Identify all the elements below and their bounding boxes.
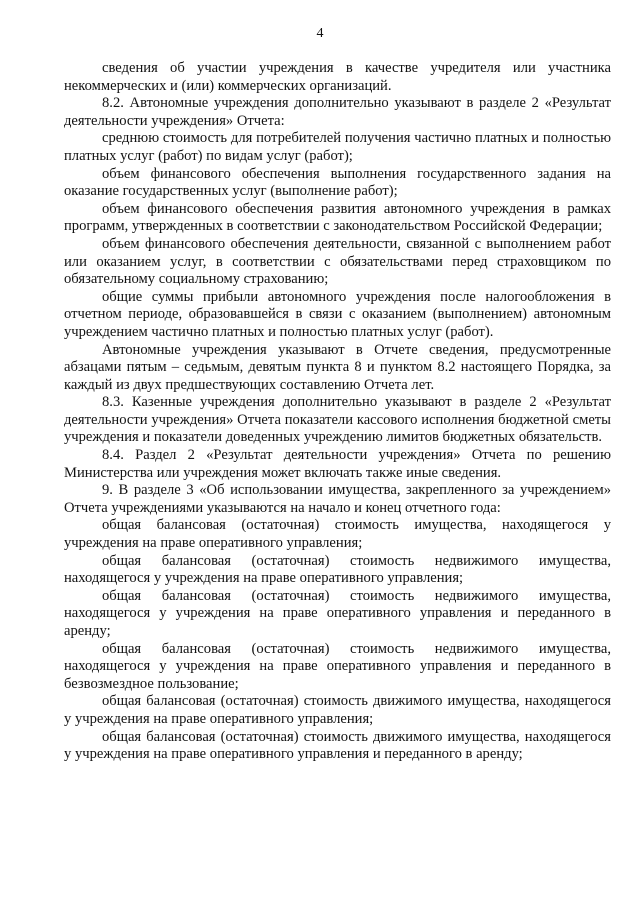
paragraph: объем финансового обеспечения деятельности, связанной с выполнением работ или оказанием услуг, в соответствии с обязательствами перед страховщиком по обязательному социальному страхованию; [64,235,611,288]
paragraph: объем финансового обеспечения развития автономного учреждения в рамках программ, утвержденных в соответствии с законодательством Российской Федерации; [64,200,611,235]
paragraph: общие суммы прибыли автономного учреждения после налогообложения в отчетном периоде, образовавшейся в связи с оказанием (выполнением) автономным учреждением частично платных и полностью платных услуг (работ). [64,288,611,340]
paragraph: общая балансовая (остаточная) стоимость имущества, находящегося у учреждения на праве оперативного управления; [64,517,611,552]
paragraph: общая балансовая (остаточная) стоимость недвижимого имущества, находящегося у учреждения на праве оперативного управления; [64,552,611,587]
paragraph: среднюю стоимость для потребителей получения частично платных и полностью платных услуг (работ) по видам услуг (работ); [64,130,611,164]
page-number: 4 [316,26,324,41]
paragraph: 8.3. Казенные учреждения дополнительно указывают в разделе 2 «Результат деятельности учреждения» Отчета показатели кассового исполнения бюджетной сметы учреждения и показатели доведенных учреждению лимитов бюджетных обязательств. [64,394,611,446]
document-body [64,60,611,764]
paragraph: общая балансовая (остаточная) стоимость движимого имущества, находящегося у учреждения на праве оперативного управления; [64,693,611,727]
paragraph: общая балансовая (остаточная) стоимость недвижимого имущества, находящегося у учреждения на праве оперативного управления и переданного в аренду; [64,587,611,639]
paragraph: 8.2. Автономные учреждения дополнительно указывают в разделе 2 «Результат деятельности учреждения» Отчета: [64,95,611,129]
paragraph: 9. В разделе 3 «Об использовании имущества, закрепленного за учреждением» Отчета учреждениями указываются на начало и конец отчетного года: [64,482,611,516]
paragraph: Автономные учреждения указывают в Отчете сведения, предусмотренные абзацами пятым – седьмым, девятым пункта 8 и пунктом 8.2 настоящего Порядка, за каждый из двух предшествующих составлению Отчета лет. [64,341,611,393]
paragraph: сведения об участии учреждения в качестве учредителя или участника некоммерческих и (или) коммерческих организаций. [64,60,611,94]
paragraph: общая балансовая (остаточная) стоимость недвижимого имущества, находящегося у учреждения на праве оперативного управления и переданного в безвозмездное пользование; [64,640,611,692]
paragraph: общая балансовая (остаточная) стоимость движимого имущества, находящегося у учреждения на праве оперативного управления и переданного в аренду; [64,728,611,763]
paragraph: 8.4. Раздел 2 «Результат деятельности учреждения» Отчета по решению Министерства или учреждения может включать также иные сведения. [64,447,611,481]
paragraph: объем финансового обеспечения выполнения государственного задания на оказание государственных услуг (выполнение работ); [64,165,611,200]
